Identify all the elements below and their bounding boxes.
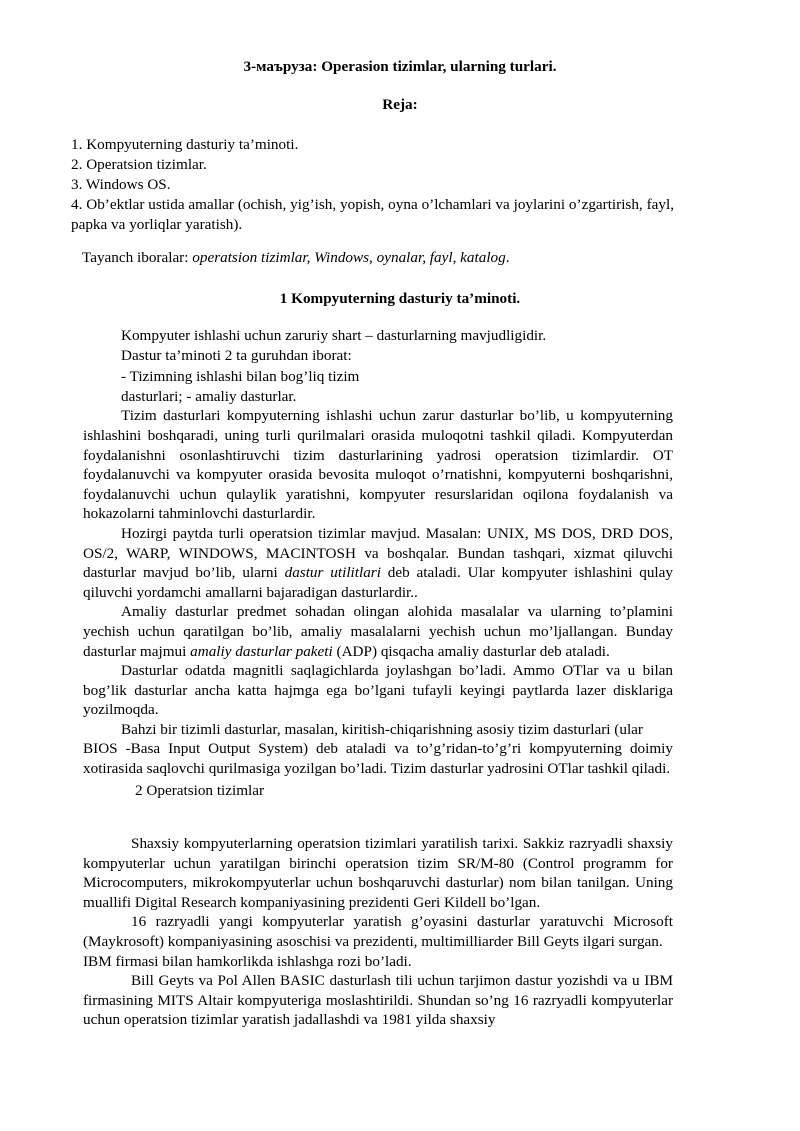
text-run: (ADP) qisqacha amaliy dasturlar deb ataladi. xyxy=(332,642,610,660)
section-1-body xyxy=(83,326,673,800)
section-1-title: 1 Kompyuterning dasturiy ta’minoti. xyxy=(279,290,521,307)
plan-heading: Reja: xyxy=(382,96,418,113)
plan-item: 2. Operatsion tizimlar. xyxy=(71,156,207,173)
keywords-line xyxy=(82,249,510,267)
paragraph: Kompyuter ishlashi uchun zaruriy shart – dasturlarning mavjudligidir. xyxy=(121,327,547,344)
paragraph: - Tizimning ishlashi bilan bog’liq tizim xyxy=(121,368,360,386)
paragraph xyxy=(83,602,673,661)
section-2-title: 2 Operatsion tizimlar xyxy=(135,781,265,799)
plan-list xyxy=(71,135,674,235)
keywords-terms: operatsion tizimlar, Windows, oynalar, fayl, katalog xyxy=(192,249,506,266)
paragraph: BIOS -Basa Input Output System) deb ataladi va to’g’ridan-to’g’ri kompyuterning doimiy xotirasida saqlovchi qurilmasiga yozilgan bo’ladi. Tizim dasturlar yadrosini OTlar tashkil qiladi. xyxy=(83,740,673,778)
keywords-label: Tayanch iboralar: xyxy=(82,249,193,266)
paragraph xyxy=(83,524,673,602)
text-run: deb ataladi. Ular kompyuter ishlashini qulay qiluvchi yordamchi amallarni bajaradigan dasturlardir.. xyxy=(83,564,673,601)
paragraph: Dastur ta’minoti 2 ta guruhdan iborat: xyxy=(121,346,352,364)
paragraph: dasturlari; - amaliy dasturlar. xyxy=(121,387,297,405)
paragraph: Tizim dasturlari kompyuterning ishlashi uchun zarur dasturlar bo’lib, u kompyuterning ishlashini boshqaradi, uning turli qurilmalari orasida muloqotni tashkil qiladi. Kompyuterdan foydalanishni osonlashtiruvchi tizim dasturlarining yadrosi operatsion tizimlardir. OT foydalanuvchi va kompyuter orasida bevosita muloqot o’rnatishni, kompyuterni boshqarishni, foydalanuvchi uchun qulaylik yaratishni, kompyuter resurslaridan oqilona foydalanish va hokazolarni tahminlovchi dasturlardir. xyxy=(83,407,673,523)
paragraph: IBM firmasi bilan hamkorlikda ishlashga rozi bo’ladi. xyxy=(83,952,412,970)
italic-term: amaliy dasturlar paketi xyxy=(190,642,333,660)
plan-item: 4. Ob’ektlar ustida amallar (ochish, yig’ish, yopish, oyna o’lchamlari va joylarini o’zgartirish, fayl, papka va yorliqlar yaratish). xyxy=(71,196,674,233)
italic-term: dastur utilitlari xyxy=(284,564,381,582)
paragraph: 16 razryadli yangi kompyuterlar yaratish g’oyasini dasturlar yaratuvchi Microsoft (Maykrosoft) kompaniyasining asoschisi va prezidenti, multimilliarder Bill Geyts ilgari surgan. xyxy=(83,913,673,950)
paragraph: Bahzi bir tizimli dasturlar, masalan, kiritish-chiqarishning asosiy tizim dasturlari (ular xyxy=(121,720,643,738)
paragraph: Dasturlar odatda magnitli saqlagichlarda joylashgan bo’ladi. Ammo OTlar va u bilan bog’lik dasturlar ancha katta hajmga ega bo’lgani tufayli keyingi paytlarda lazer disklariga yozilmoqda. xyxy=(83,662,673,719)
section-2-body xyxy=(83,834,673,1030)
keywords-end: . xyxy=(505,249,510,266)
paragraph: Shaxsiy kompyuterlarning operatsion tizimlari yaratilish tarixi. Sakkiz razryadli shaxsiy kompyuterlar uchun yaratilgan birinchi operatsion tizim SR/M-80 (Control programm for Microcomputers, mikrokompyuterlar uchun boshqaruvchi dasturlar) nom bilan tanilgan. Uning muallifi Digital Research kompaniyasining prezidenti Geri Kildell bo’lgan. xyxy=(83,835,673,911)
plan-item: 3. Windows OS. xyxy=(71,176,171,193)
text-run: Hozirgi paytda turli operatsion tizimlar mavjud. Masalan: UNIX, MS DOS, DRD DOS, OS/2, WARP, WINDOWS, MACINTOSH va boshqalar. Bundan tashqari, xizmat qiluvchi dasturlar mavjud bo’lib, ularni xyxy=(83,524,673,582)
lecture-title: 3-маъруза: Operasion tizimlar, ularning turlari. xyxy=(243,58,557,75)
plan-item: 1. Kompyuterning dasturiy ta’minoti. xyxy=(71,136,299,153)
text-run: Amaliy dasturlar predmet sohadan olingan alohida masalalar va ularning to’plamini yechish uchun qaratilgan bo’lib, amaliy masalalarni yechish uchun mo’ljallangan. Bunday dasturlar majmui xyxy=(83,603,673,660)
paragraph: Bill Geyts va Pol Allen BASIC dasturlash tili uchun tarjimon dastur yozishdi va u IBM firmasining MITS Altair kompyuteriga moslashtirildi. Shundan so’ng 16 razryadli kompyuterlar uchun operatsion tizimlar yaratish jadallashdi va 1981 yilda shaxsiy xyxy=(83,972,673,1029)
